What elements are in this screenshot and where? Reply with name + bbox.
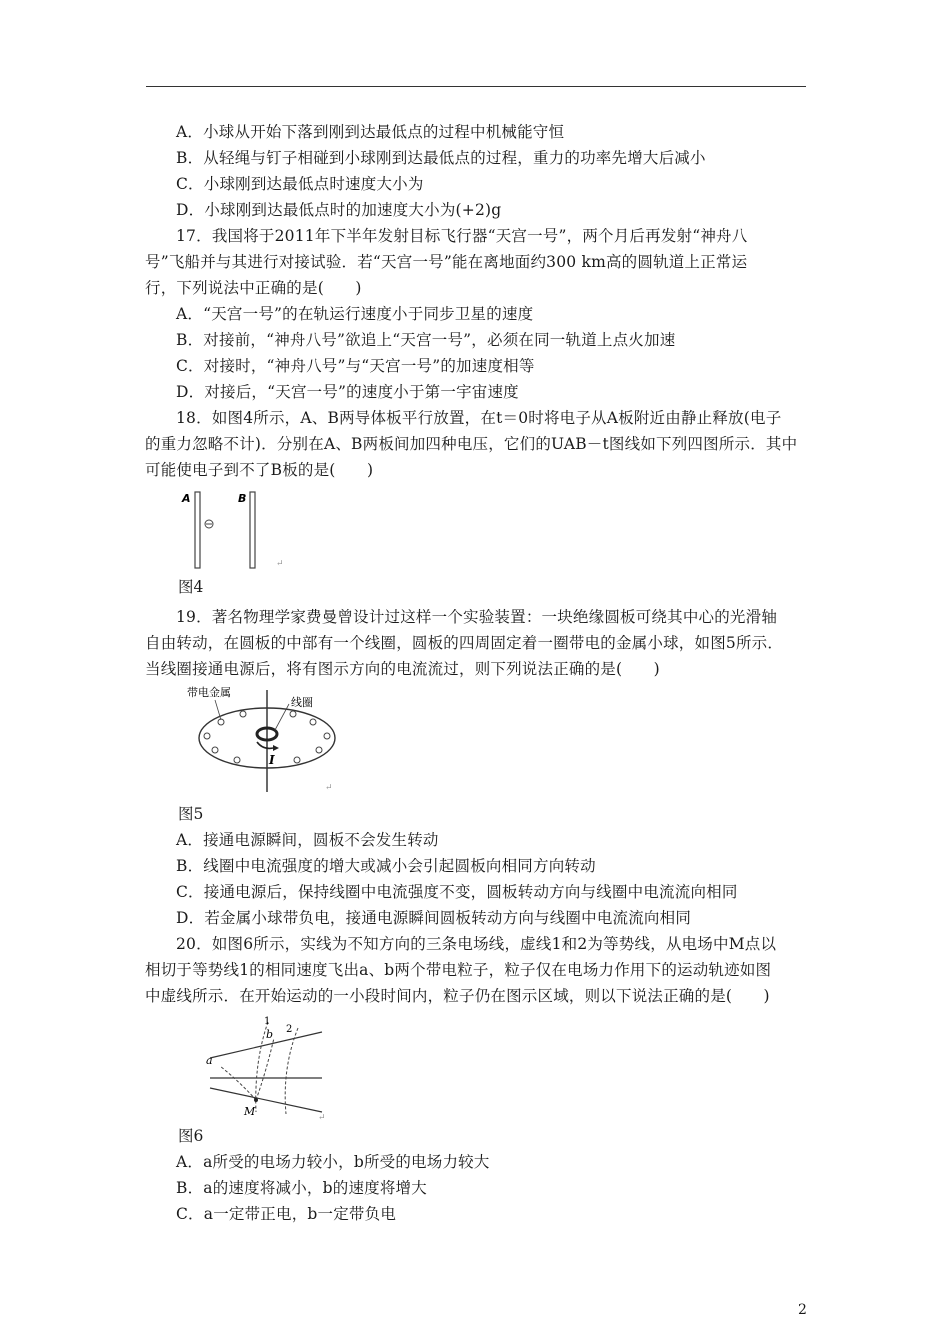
current-arrow-icon (257, 742, 273, 748)
figure-6-caption: 图6 (178, 1127, 204, 1145)
equipotential-line-2 (285, 1028, 298, 1114)
metal-ball (204, 733, 210, 739)
q17-stem-line2: 号”飞船并与其进行对接试验．若“天宫一号”能在离地面约300 km高的圆轨道上正常运 (145, 253, 748, 271)
svg-text:↵: ↵ (318, 1113, 326, 1122)
svg-text:↵: ↵ (276, 559, 284, 569)
q17-option-d: D．对接后，“天宫一号”的速度小于第一宇宙速度 (176, 383, 519, 401)
q19-stem-line3: 当线圈接通电源后，将有图示方向的电流流过，则下列说法正确的是( ) (145, 660, 660, 678)
q17-option-a: A．“天宫一号”的在轨运行速度小于同步卫星的速度 (176, 305, 534, 323)
point-m-label: M (244, 1105, 256, 1118)
q19-stem-line1: 19．著名物理学家费曼曾设计过这样一个实验装置：一块绝缘圆板可绕其中心的光滑轴 (176, 608, 778, 626)
figure-6-field-lines (200, 1012, 335, 1122)
q17-option-b: B．对接前，“神舟八号”欲追上“天宫一号”，必须在同一轨道上点火加速 (176, 331, 676, 349)
metal-ball (316, 747, 322, 753)
q17-stem-line3: 行，下列说法中正确的是( ) (145, 279, 362, 297)
q17-option-c: C．对接时，“神舟八号”与“天宫一号”的加速度相等 (176, 357, 535, 375)
metal-ball (310, 719, 316, 725)
svg-text:↵: ↵ (325, 783, 333, 793)
line-1-label: 1 (264, 1016, 271, 1027)
metal-ball (234, 757, 240, 763)
current-label: I (269, 753, 275, 767)
figure-4-caption: 图4 (178, 578, 204, 596)
q19-option-d: D．若金属小球带负电，接通电源瞬间圆板转动方向与线圈中电流流向相同 (176, 909, 692, 927)
q20-stem-line3: 中虚线所示．在开始运动的一小段时间内，粒子仍在图示区域，则以下说法正确的是( ) (145, 987, 770, 1005)
metal-ball (212, 747, 218, 753)
q16-option-a: A．小球从开始下落到刚到达最低点的过程中机械能守恒 (176, 123, 565, 141)
q19-option-c: C．接通电源后，保持线圈中电流强度不变，圆板转动方向与线圈中电流流向相同 (176, 883, 738, 901)
particle-b-label: b (266, 1028, 274, 1041)
figure-4-plates (178, 486, 298, 572)
header-rule (146, 86, 806, 87)
q17-stem-line1: 17．我国将于2011年下半年发射目标飞行器“天宫一号”，两个月后再发射“神舟八 (176, 227, 748, 245)
q20-option-b: B．a的速度将减小，b的速度将增大 (176, 1179, 427, 1197)
figure-5-caption: 图5 (178, 805, 204, 823)
plate-b-label: B (238, 492, 247, 505)
metal-ball (324, 733, 330, 739)
q20-stem-line1: 20．如图6所示，实线为不知方向的三条电场线，虚线1和2为等势线，从电场中M点以 (176, 935, 777, 953)
q19-option-a: A．接通电源瞬间，圆板不会发生转动 (176, 831, 439, 849)
q20-option-c: C．a一定带正电，b一定带负电 (176, 1205, 397, 1223)
metal-ball (290, 711, 296, 717)
q19-stem-line2: 自由转动，在圆板的中部有一个线圈，圆板的四周固定着一圈带电的金属小球，如图5所示． (145, 634, 784, 652)
figure-5-disk-apparatus (185, 684, 345, 796)
q16-option-b: B．从轻绳与钉子相碰到小球刚到达最低点的过程，重力的功率先增大后减小 (176, 149, 706, 167)
q16-option-c: C．小球刚到达最低点时速度大小为 (176, 175, 424, 193)
metal-ball (240, 711, 246, 717)
line-2-label: 2 (286, 1024, 293, 1035)
trajectory-a (220, 1066, 256, 1100)
q18-stem-line3: 可能使电子到不了B板的是( ) (145, 461, 374, 479)
charged-metal-label: 带电金属 (187, 686, 231, 699)
q19-option-b: B．线圈中电流强度的增大或减小会引起圆板向相同方向转动 (176, 857, 596, 875)
plate-a-label: A (182, 492, 191, 505)
metal-ball (294, 757, 300, 763)
q18-stem-line1: 18．如图4所示，A、B两导体板平行放置，在t＝0时将电子从A板附近由静止释放(电子 (176, 409, 782, 427)
page-number: 2 (798, 1302, 807, 1318)
q16-option-d: D．小球刚到达最低点时的加速度大小为(+2)g (176, 201, 502, 219)
q20-stem-line2: 相切于等势线1的相同速度飞出a、b两个带电粒子，粒子仅在电场力作用下的运动轨迹如图 (145, 961, 772, 979)
plate-a (195, 492, 200, 568)
field-line (210, 1088, 322, 1112)
point-m-marker (254, 1098, 258, 1102)
q20-option-a: A．a所受的电场力较小，b所受的电场力较大 (176, 1153, 490, 1171)
coil-label: 线圈 (291, 696, 313, 709)
q18-stem-line2: 的重力忽略不计)．分别在A、B两板间加四种电压，它们的UAB－t图线如下列四图所示．其中 (145, 435, 798, 453)
particle-a-label: a (206, 1054, 213, 1067)
plate-b (250, 492, 255, 568)
